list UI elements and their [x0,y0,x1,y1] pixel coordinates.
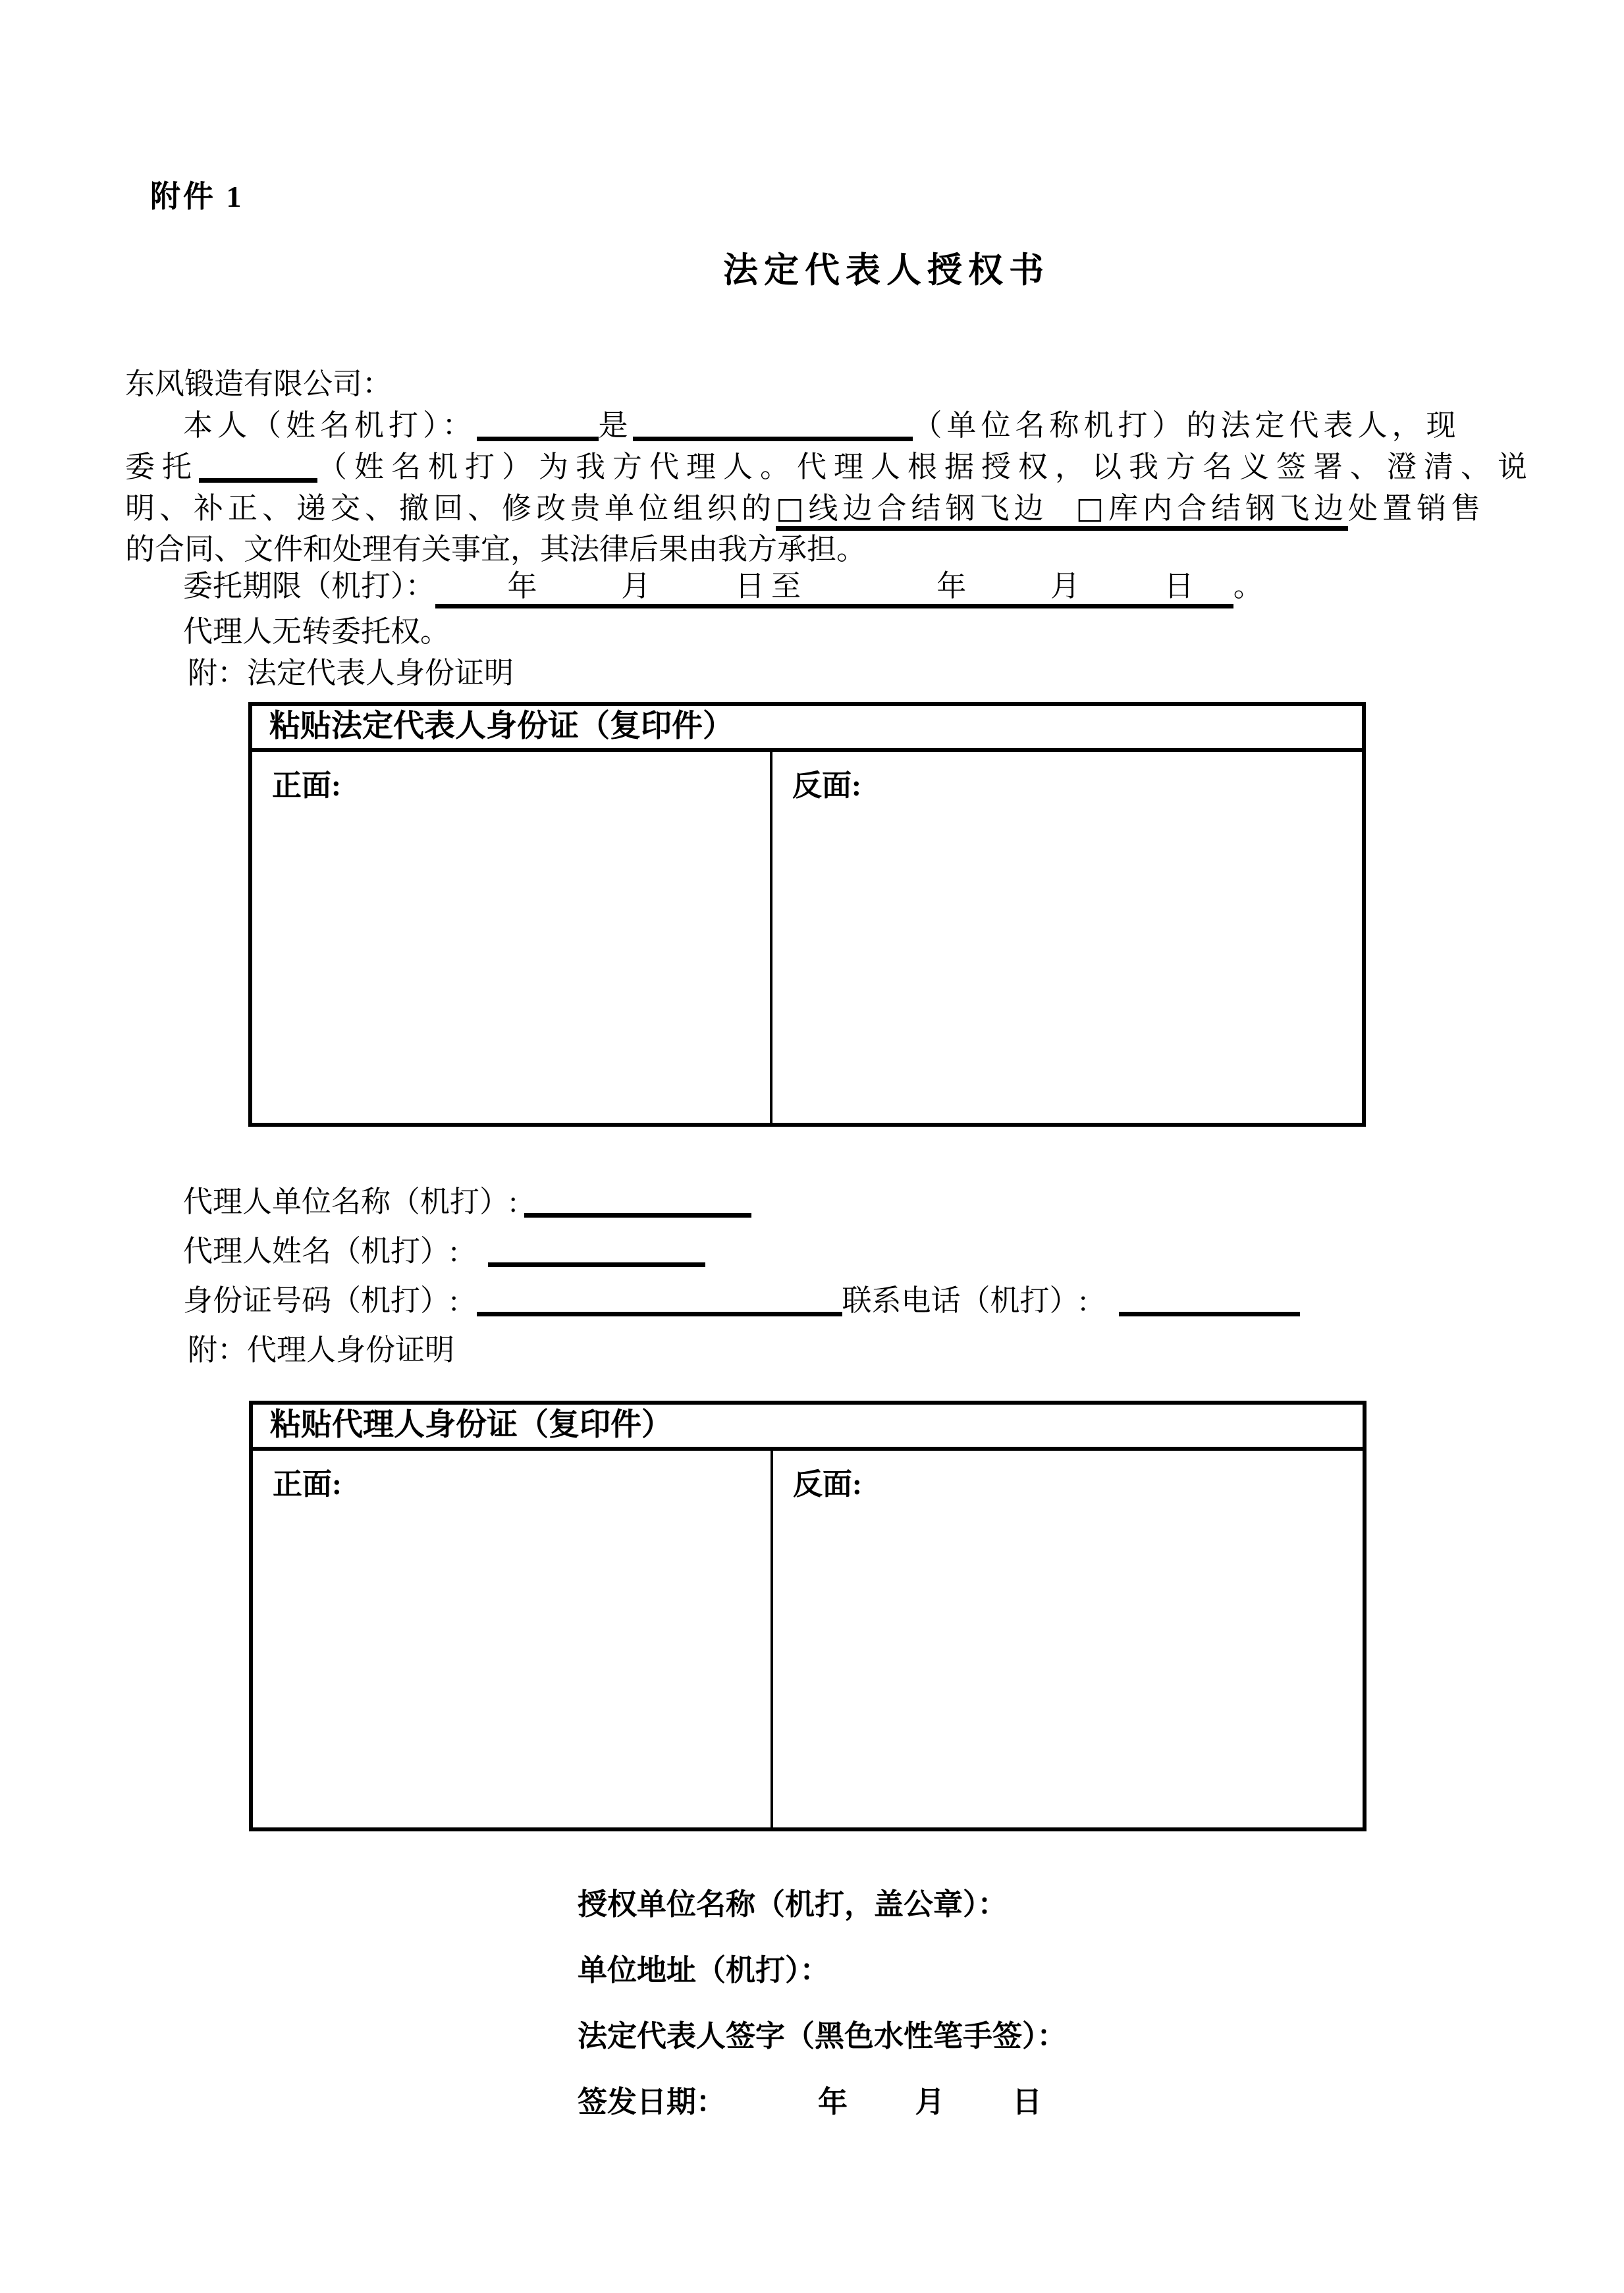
term-date-blank[interactable]: 年 月 日至 年 月 日 [435,570,1233,608]
agent-id-note: 附：代理人身份证明 [188,1334,455,1366]
issue-date-fields[interactable]: 年 月 日 [818,2086,1042,2118]
body-line-options-head: 明、补正、递交、撤回、修改贵单位组织的 [125,492,776,525]
term-line [183,566,1263,607]
body-line-principal [183,405,1461,446]
term-period: 。 [1233,570,1263,603]
agent-id-front-cell[interactable] [253,1451,773,1827]
org-name-blank[interactable] [633,412,913,441]
body-line-liability: 的合同、文件和处理有关事宜，其法律后果由我方承担。 [125,533,867,566]
body-line-delegate-tail: （姓名机打）为我方代理人。代理人根据授权，以我方名义签署、澄清、说 [317,450,1535,483]
back-side-label: 反面: [792,769,861,802]
no-subdelegation-line: 代理人无转委托权。 [183,615,450,648]
agent-phone-blank[interactable] [1119,1287,1300,1316]
body-line-principal-tail: （单位名称机打）的法定代表人，现 [912,409,1461,442]
agent-org-label: 代理人单位名称（机打）: [183,1185,518,1218]
back-side-label: 反面: [793,1468,862,1501]
legal-rep-id-front-cell[interactable] [252,752,772,1123]
checkbox-warehouse-scrap-label: 库内合结钢飞边 [1108,492,1349,525]
legal-rep-id-box-header: 粘贴法定代表人身份证（复印件） [252,706,1362,752]
agent-name-blank[interactable] [488,1237,705,1267]
agent-id-label: 身份证号码（机打）: [183,1284,458,1317]
body-line-options-tail: 处置销售 [1348,492,1486,525]
agent-id-blank[interactable] [477,1287,842,1316]
checkbox-warehouse-scrap-icon[interactable]: □ [1075,491,1109,526]
agent-name-label: 代理人姓名（机打）: [183,1235,458,1268]
org-address-line: 单位地址（机打）： [578,1954,830,1987]
issuing-org-line: 授权单位名称（机打，盖公章）： [578,1888,1008,1921]
delegate-name-blank[interactable] [199,453,317,483]
delegate-label: 委托 [125,450,200,483]
front-side-label: 正面: [272,769,341,802]
agent-id-back-cell[interactable] [773,1451,1363,1827]
legal-rep-id-note: 附：法定代表人身份证明 [188,657,514,689]
body-line-delegate [125,446,1534,488]
principal-name-label: 本人（姓名机打）： [183,409,477,442]
principal-name-blank[interactable] [477,412,599,441]
issue-date-label: 签发日期： [578,2086,726,2118]
agent-org-line [183,1180,751,1224]
signature-block [578,1872,1067,2135]
agent-id-box-header: 粘贴代理人身份证（复印件） [253,1405,1363,1451]
legal-rep-signature-line: 法定代表人签字（黑色水性笔手签）： [578,2020,1067,2053]
legal-rep-id-back-cell[interactable] [772,752,1362,1123]
agent-id-box [249,1401,1367,1831]
checkbox-line-side-scrap-icon[interactable]: □ [776,491,809,526]
body-line-options [125,487,1485,529]
is-connector-text: 是 [598,409,633,442]
term-label: 委托期限（机打）： [183,570,435,603]
attachment-label: 附件 1 [150,180,244,213]
agent-id-box-cells [253,1451,1363,1827]
agent-id-phone-line [183,1279,1300,1322]
agent-phone-label: 联系电话（机打）: [842,1284,1088,1317]
salutation: 东风锻造有限公司： [125,367,392,400]
agent-org-blank[interactable] [524,1188,751,1218]
legal-rep-id-box [248,702,1366,1127]
checkbox-line-side-scrap-label: 线边合结钢飞边 [808,492,1048,525]
legal-rep-id-box-cells [252,752,1362,1123]
document-title: 法定代表人授权书 [723,252,1050,290]
front-side-label: 正面: [273,1468,342,1501]
issue-date-line [578,2069,1067,2135]
scrap-options-group [776,492,1348,531]
agent-name-line [183,1229,705,1273]
